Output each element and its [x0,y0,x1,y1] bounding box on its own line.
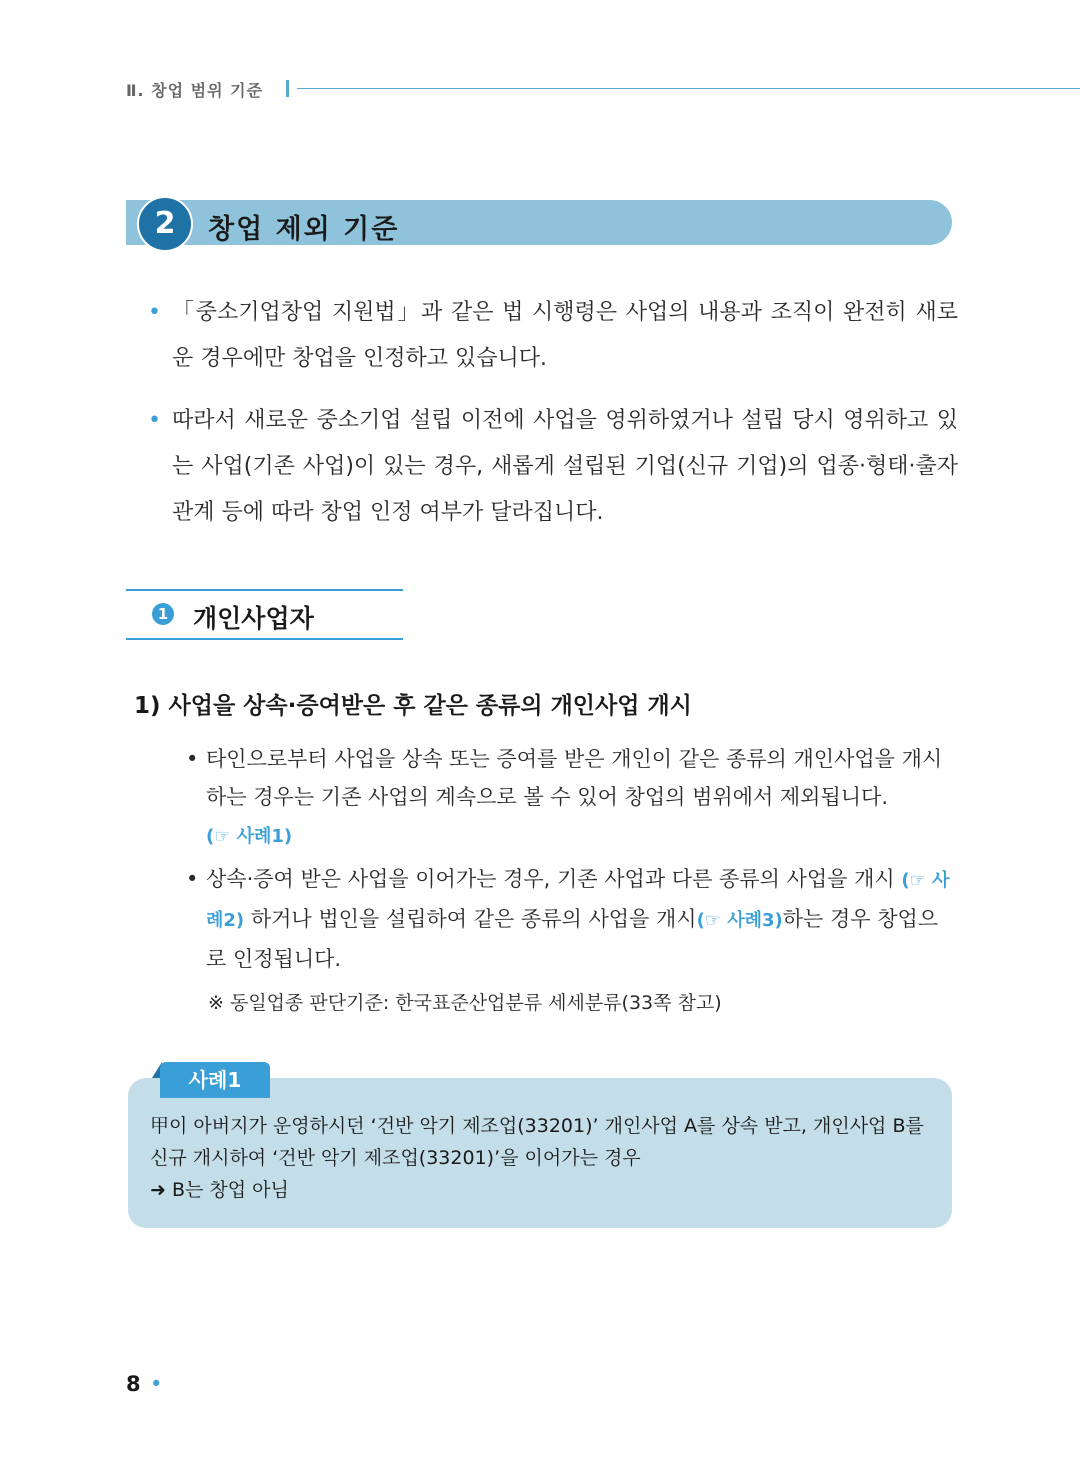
item-text: 하는 경우 창업으로 인정됩니다. [206,907,939,971]
case-reference-link[interactable]: (☞ 사례2) [206,870,950,931]
item-text: 하거나 법인을 설립하여 같은 종류의 사업을 개시 [244,907,697,931]
subsection-number-badge: 1 [152,603,174,625]
case-conclusion: ➜ B는 창업 아님 [150,1179,289,1201]
intro-text: 「중소기업창업 지원법」과 같은 법 시행령은 사업의 내용과 조직이 완전히 새로운 경우에만 창업을 인정하고 있습니다. [172,300,958,371]
bullet-icon: • [148,408,161,433]
list-item [186,860,956,978]
case-line: 신규 개시하여 ‘건반 악기 제조업(33201)’을 이어가는 경우 [150,1147,641,1169]
heading-1: 1) 사업을 상속·증여받은 후 같은 종류의 개인사업 개시 [134,693,692,719]
item-text: 상속·증여 받은 사업을 이어가는 경우, 기존 사업과 다른 종류의 사업을 개시 [206,867,902,891]
case-reference-link[interactable]: (☞ 사례3) [696,910,783,931]
subsection-title: 개인사업자 [193,604,314,633]
section-title: 창업 제외 기준 [208,214,400,245]
running-header: Ⅱ. 창업 범위 기준 [126,81,264,100]
bullet-icon: • [148,300,161,325]
subsection-rule-bottom [126,638,403,640]
page-dot: • [150,1372,163,1396]
note: ※ 동일업종 판단기준: 한국표준산업분류 세세분류(33쪽 참고) [208,992,722,1014]
subsection-rule-top [126,589,403,591]
case-reference-link[interactable]: (☞ 사례1) [206,826,293,847]
intro-text: 따라서 새로운 중소기업 설립 이전에 사업을 영위하였거나 설립 당시 영위하고 있는 사업(기존 사업)이 있는 경우, 새롭게 설립된 기업(신규 기업)의 업종·형태·출자관계 등에 따라 창업 인정 여부가 달라집니다. [172,408,958,525]
bullet-icon: • [186,867,199,891]
intro-paragraph [148,398,958,536]
case-label: 사례1 [160,1062,270,1098]
header-bar [286,80,289,97]
header-rule [297,88,1080,89]
intro-paragraph [148,290,958,382]
list-item [186,740,956,856]
case-line: 甲이 아버지가 운영하시던 ‘건반 악기 제조업(33201)’ 개인사업 A를 상속 받고, 개인사업 B를 [150,1115,924,1137]
case-content [150,1110,940,1206]
section-number-badge: 2 [137,196,193,252]
item-text: 타인으로부터 사업을 상속 또는 증여를 받은 개인이 같은 종류의 개인사업을 개시하는 경우는 기존 사업의 계속으로 볼 수 있어 창업의 범위에서 제외됩니다. [206,747,943,809]
bullet-icon: • [186,747,199,771]
page-number: 8 [126,1372,141,1396]
